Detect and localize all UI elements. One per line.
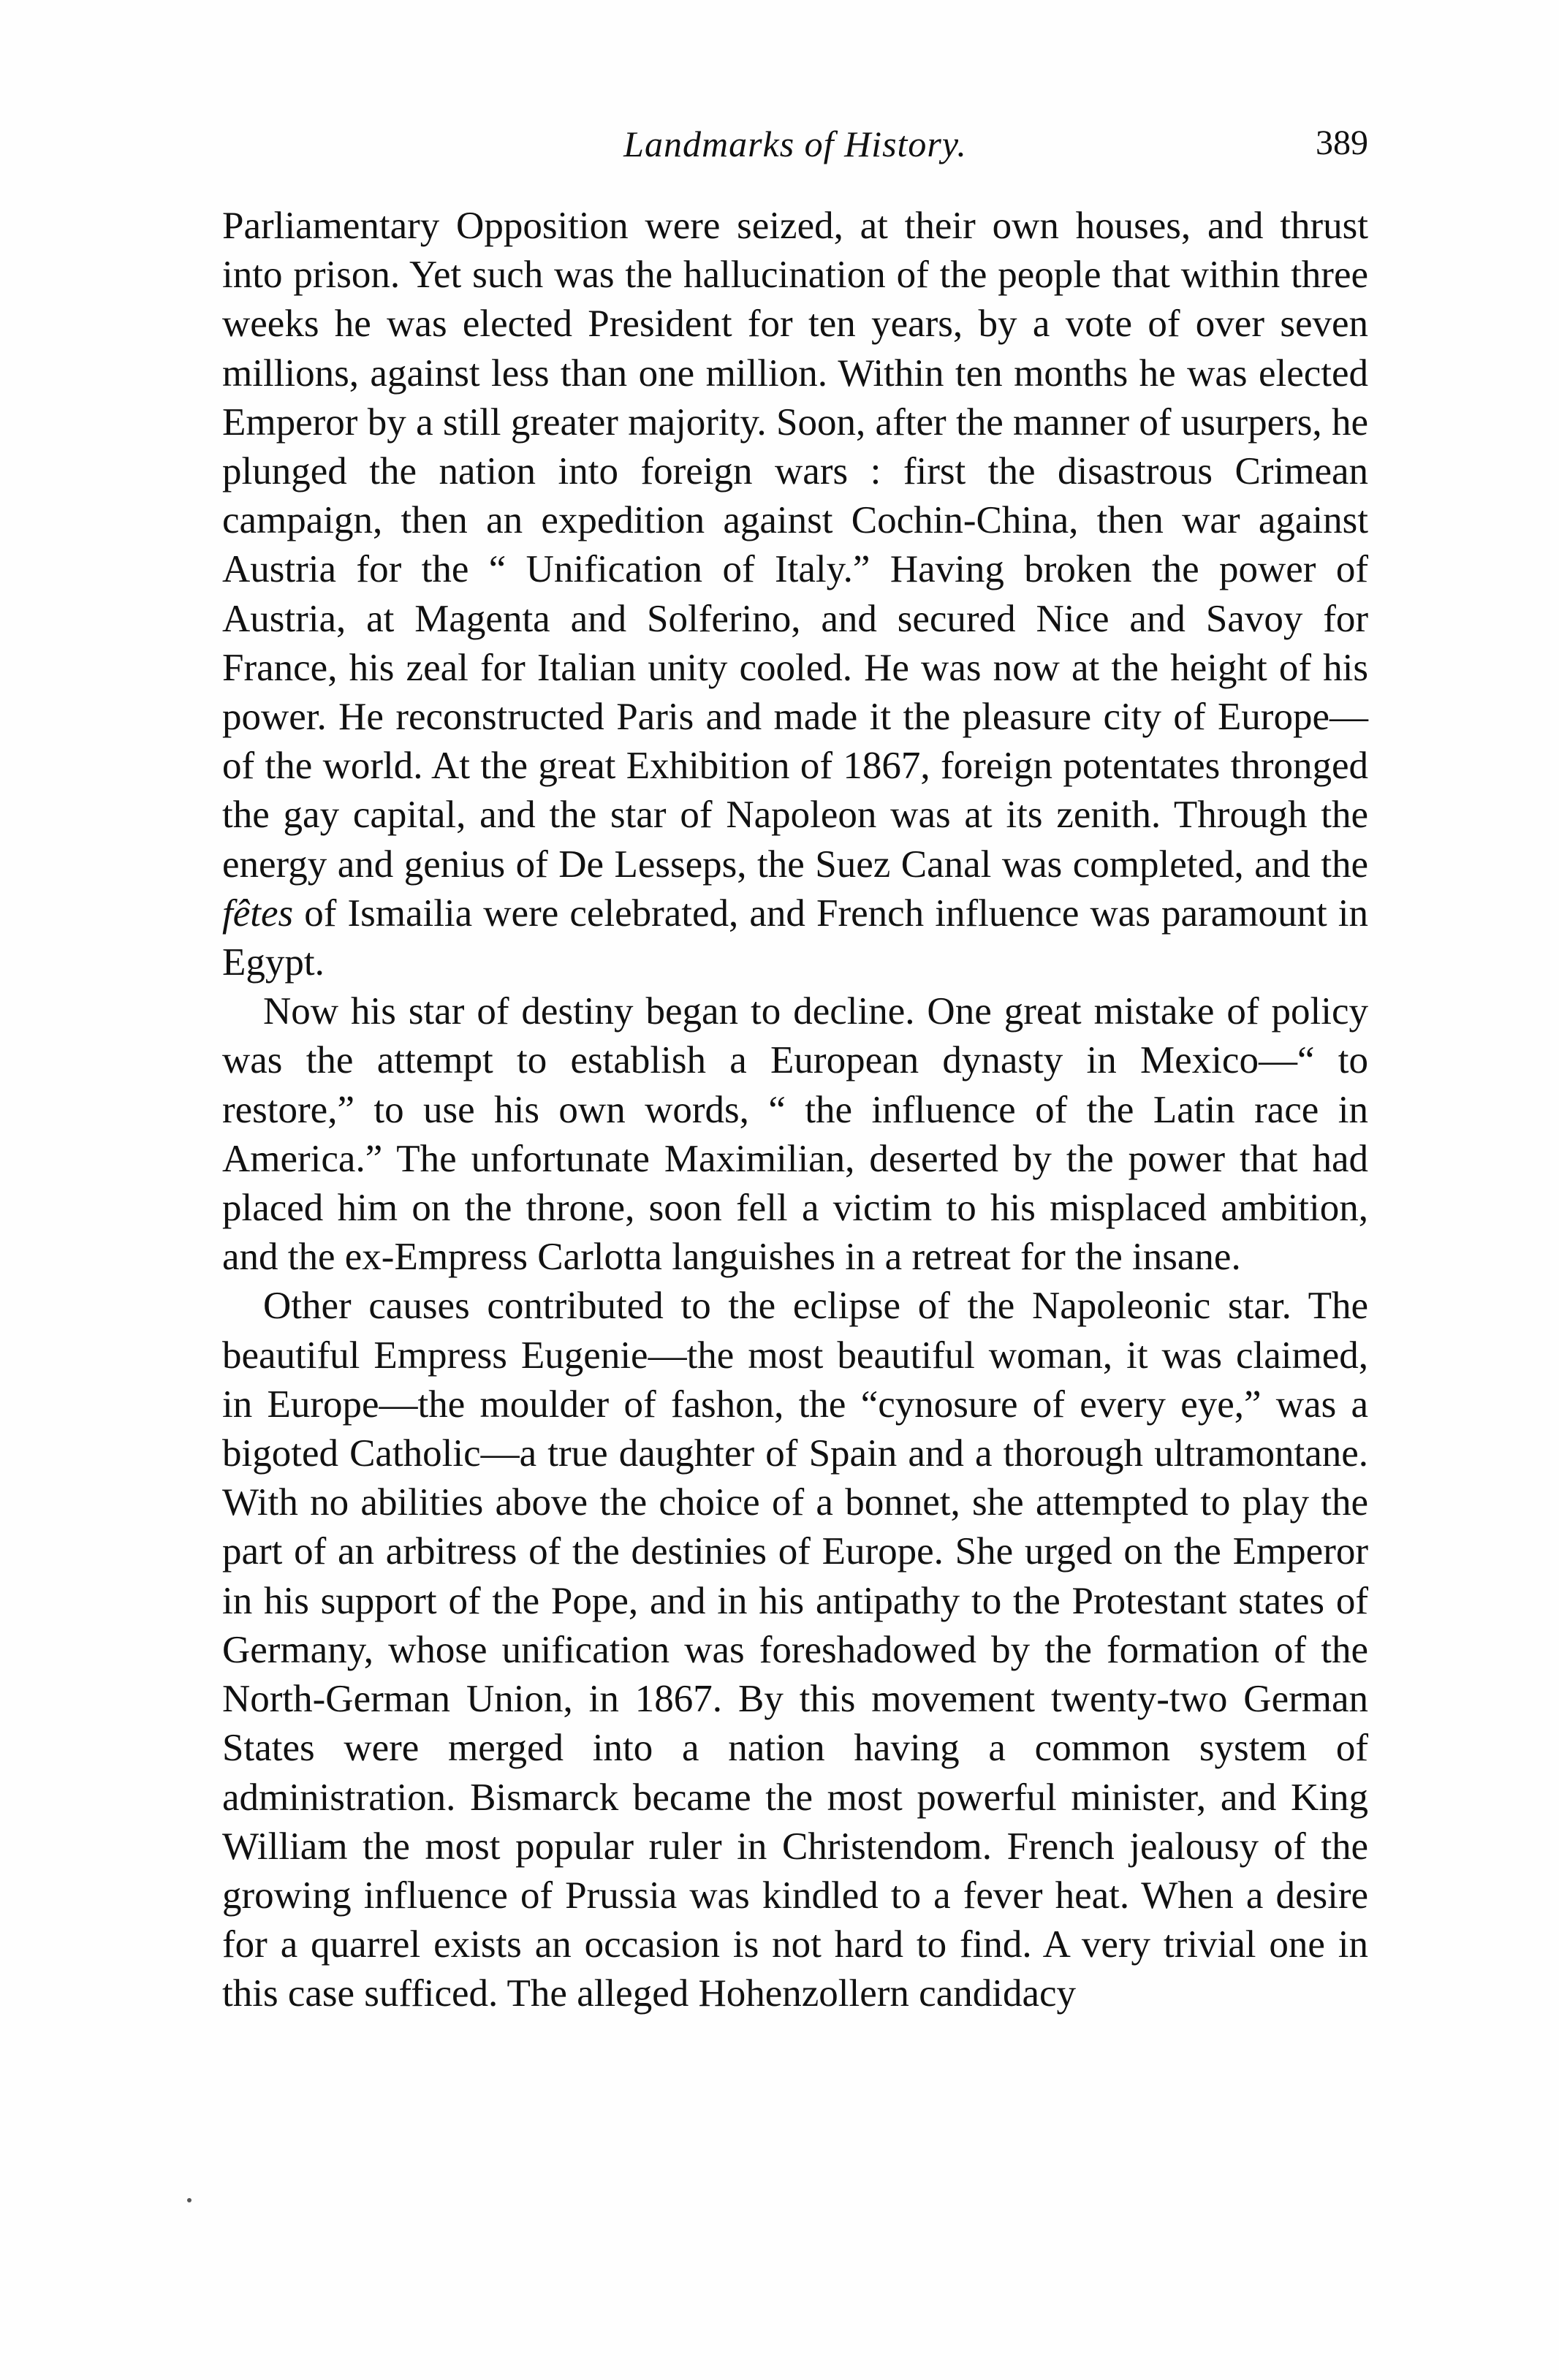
page-number: 389 [1316,123,1368,162]
paragraph-text: Parliamentary Opposition were seized, at their own houses, and thrust into prison. Yet such was the hallucination of the people that within three weeks he was elected President for ten years, by a vote of over seven millions, against less than one million. Within ten months he was elected Emperor by a still greater majority. Soon, after the manner of usurpers, he plunged the nation into foreign wars : first the disastrous Crimean campaign, then an expedition against Cochin-China, then war against Austria for the “ Unification of Italy.” Having broken the power of Austria, at Magenta and Solferino, and secured Nice and Savoy for France, his zeal for Italian unity cooled. He was now at the height of his power. He reconstructed Paris and made it the pleasure city of Europe—of the world. At the great Exhibition of 1867, foreign potentates thronged the gay capital, and the star of Napoleon was at its zenith. Through the energy and genius of De Lesseps, the Suez Canal was completed, and the [222,205,1368,886]
paragraph-eugenie: Other causes contributed to the eclipse of the Napoleonic star. The beautiful Empress Eugenie—the most beautiful woman, it was claimed, in Europe—the moulder of fashon, the “cynosure of every eye,” was a bigoted Catholic—a true daughter of Spain and a thorough ultramontane. With no abilities above the choice of a bonnet, she attempted to play the part of an arbitress of the destinies of Europe. She urged on the Emperor in his support of the Pope, and in his antipathy to the Protestant states of Germany, whose unification was foreshadowed by the formation of the North-German Union, in 1867. By this movement twenty-two German States were merged into a nation having a common system of administration. Bismarck became the most powerful minister, and King William the most popular ruler in Christendom. French jealousy of the growing influence of Prussia was kindled to a fever heat. When a desire for a quarrel exists an occasion is not hard to find. A very trivial one in this case sufficed. The alleged Hohenzollern candidacy [222,1285,1368,2015]
body-text [222,202,1368,2019]
italic-word-fetes: fêtes [222,891,294,935]
stray-ink-mark [187,2198,191,2202]
paragraph-mexico: Now his star of destiny began to decline. One great mistake of policy was the attempt to establish a European dynasty in Mexico—“ to restore,” to use his own words, “ the influence of the Latin race in America.” The unfortunate Maximilian, deserted by the power that had placed him on the throne, soon fell a victim to his misplaced ambition, and the ex-Empress Carlotta languishes in a retreat for the insane. [222,990,1368,1279]
paragraph-text: of Ismailia were celebrated, and French influence was paramount in Egypt. [222,891,1368,984]
paragraph-napoleon-rise [222,202,1368,987]
running-head [222,123,1368,181]
running-title: Landmarks of History. [623,123,967,164]
